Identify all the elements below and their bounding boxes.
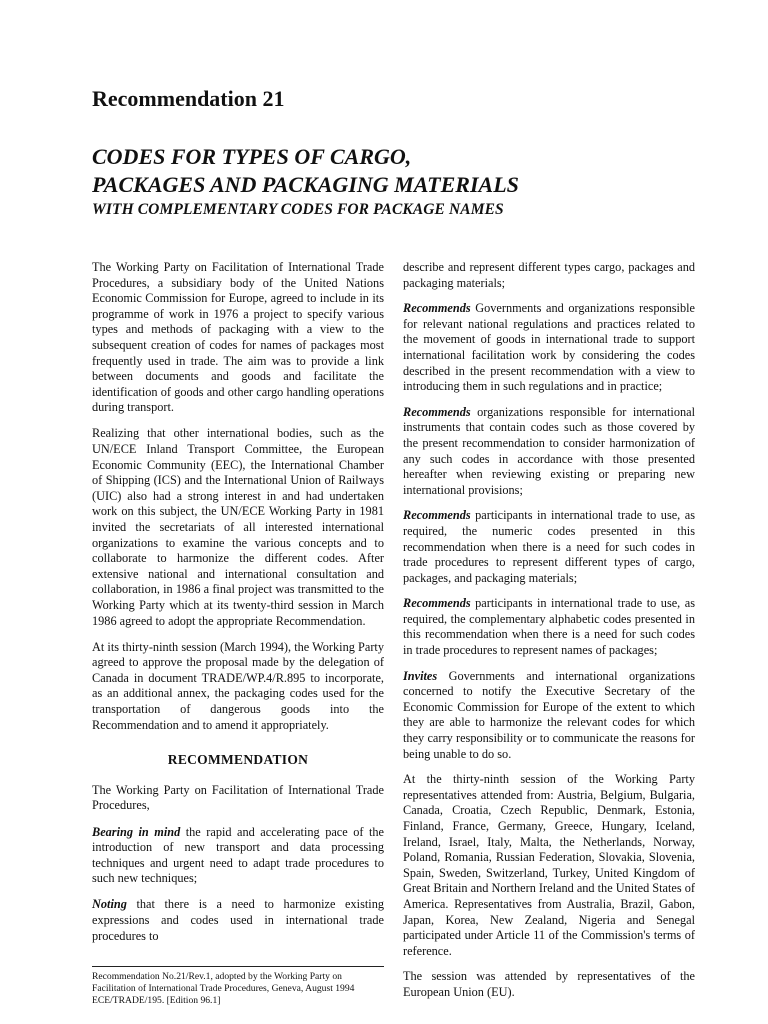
- recommendation-title: Recommendation 21: [92, 86, 285, 111]
- main-title: [92, 143, 732, 199]
- footnote-line-3: ECE/TRADE/195. [Edition 96.1]: [92, 995, 221, 1007]
- recommends-text-2: organizations responsible for international instruments that contain codes such as those covered by the present recommendation to consider harmonization of any such codes in accordance with those presented hereafter when reviewing existing or preparing new international provisions;: [403, 404, 695, 497]
- left-column: [92, 260, 384, 955]
- footnote: [92, 971, 392, 1008]
- recommends-paragraph-4: [403, 596, 695, 658]
- noting-lead: Noting: [92, 897, 127, 912]
- recommends-paragraph-2: [403, 405, 695, 499]
- footnote-line-1: Recommendation No.21/Rev.1, adopted by the Working Party on: [92, 971, 342, 982]
- subtitle: WITH COMPLEMENTARY CODES FOR PACKAGE NAMES: [92, 201, 504, 218]
- recommends-lead-2: Recommends: [403, 404, 471, 419]
- attendance-paragraph: At the thirty-ninth session of the Working Party representatives attended from: Austria, Belgium, Bulgaria, Canada, Croatia, Czech Republic, Denmark, Estonia, Finland, France, Germany, Greece, Hungary, Iceland, Ireland, Israel, Italy, Malta, the Netherlands, Norway, Poland, Romania, Russian Federation, Slovakia, Slovenia, Spain, Sweden, Switzerland, Turkey, United Kingdom of Great Britain and Northern Ireland and the United States of America. Representatives from Australia, Brazil, Gabon, Japan, Korea, New Zealand, Nigeria and Senegal participated under Article 11 of the Commission's terms of reference.: [403, 772, 695, 958]
- eu-attendance-paragraph: The session was attended by representatives of the European Union (EU).: [403, 969, 695, 999]
- bearing-in-mind-paragraph: [92, 825, 384, 887]
- main-title-line-1: CODES FOR TYPES OF CARGO,: [92, 144, 412, 169]
- recommends-text-3: participants in international trade to use, as required, the numeric codes presented in this recommendation when there is a need for such codes in trade procedures to represent different types of cargo, packages, and packaging materials;: [403, 508, 695, 585]
- recommends-lead-4: Recommends: [403, 596, 471, 611]
- recommends-lead-3: Recommends: [403, 508, 471, 523]
- section-heading-recommendation: RECOMMENDATION: [167, 752, 309, 768]
- noting-text: that there is a need to harmonize existing expressions and codes used in international trade procedures to: [92, 897, 384, 943]
- right-column: [403, 260, 695, 1011]
- footnote-divider: [92, 966, 384, 967]
- bearing-in-mind-text: the rapid and accelerating pace of the introduction of new transport and data processing techniques and urgent need to adapt trade procedures to such new techniques;: [92, 824, 384, 886]
- recommends-paragraph-1: [403, 301, 695, 395]
- recommends-text-1: Governments and organizations responsible for relevant national regulations and practices related to the movement of goods in international trade to support international facilitation work by considering the codes described in the present recommendation with a view to introducing them in such regulations and in practice;: [403, 301, 695, 394]
- invites-text: Governments and international organizations concerned to notify the Executive Secretary of the Economic Commission for Europe of the extent to which they are able to harmonize the relevant codes for which they carry responsibility or to communicate the reasons for being unable to do so.: [403, 668, 695, 761]
- main-title-line-2: PACKAGES AND PACKAGING MATERIALS: [92, 172, 519, 197]
- bearing-in-mind-lead: Bearing in mind: [92, 824, 181, 839]
- recommends-lead-1: Recommends: [403, 301, 471, 316]
- recommends-paragraph-3: [403, 508, 695, 586]
- intro-paragraph-3: At its thirty-ninth session (March 1994), the Working Party agreed to approve the proposal made by the delegation of Canada in document TRADE/WP.4/R.895 to incorporate, as an additional annex, the packaging codes used for the transportation of dangerous goods into the Recommendation and to amend it appropriately.: [92, 639, 384, 732]
- continuation-paragraph: describe and represent different types cargo, packages and packaging materials;: [403, 260, 695, 290]
- invites-paragraph: [403, 669, 695, 763]
- working-party-paragraph: The Working Party on Facilitation of International Trade Procedures,: [92, 782, 384, 813]
- intro-paragraph-1: The Working Party on Facilitation of International Trade Procedures, a subsidiary body of the United Nations Economic Commission for Europe, agreed to include in its programme of work in 1976 a project to specify various types and methods of packaging with a view to the subsequent creation of codes for names of packages most frequently used in trade. The aim was to provide a link between documents and goods and facilitate the identification of goods and other cargo handling operations during transport.: [92, 260, 384, 415]
- footnote-line-2: Facilitation of International Trade Procedures, Geneva, August 1994: [92, 983, 355, 995]
- noting-paragraph: [92, 897, 384, 944]
- intro-paragraph-2: Realizing that other international bodies, such as the UN/ECE Inland Transport Committee, the European Economic Community (EEC), the International Chamber of Shipping (ICS) and the International Union of Railways (UIC) also had a strong interest in and had undertaken work on this subject, the UN/ECE Working Party in 1981 invited the secretariats of all interested international organizations to examine the various concepts and to collaborate to harmonize the different codes. After extensive national and international consultation and collaboration, in 1986 a final project was transmitted to the Working Party which at its twenty-third session in March 1986 agreed to adopt the appropriate Recommendation.: [92, 426, 384, 628]
- recommends-text-4: participants in international trade to use, as required, the complementary alphabetic codes presented in this recommendation when there is a need for such codes in trade procedures to represent names of packages;: [403, 596, 695, 658]
- invites-lead: Invites: [403, 668, 438, 683]
